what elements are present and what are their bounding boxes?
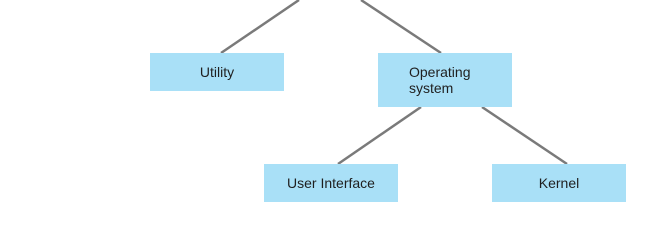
connector-operating-system-to-kernel xyxy=(482,107,567,164)
node-utility xyxy=(150,53,284,91)
node-user-interface xyxy=(264,164,398,202)
node-operating-system-label-line-1: Operating xyxy=(409,64,471,80)
connector-root-to-utility xyxy=(221,0,299,53)
connector-root-to-operating-system xyxy=(361,0,441,53)
node-utility-label: Utility xyxy=(199,64,235,80)
node-operating-system-label xyxy=(409,64,470,96)
node-operating-system-label-line-2: system xyxy=(409,80,454,96)
node-user-interface-label: User Interface xyxy=(287,175,375,191)
connector-operating-system-to-user-interface xyxy=(338,107,421,164)
node-kernel xyxy=(492,164,626,202)
node-kernel-label: Kernel xyxy=(538,175,580,191)
node-operating-system xyxy=(378,53,512,107)
